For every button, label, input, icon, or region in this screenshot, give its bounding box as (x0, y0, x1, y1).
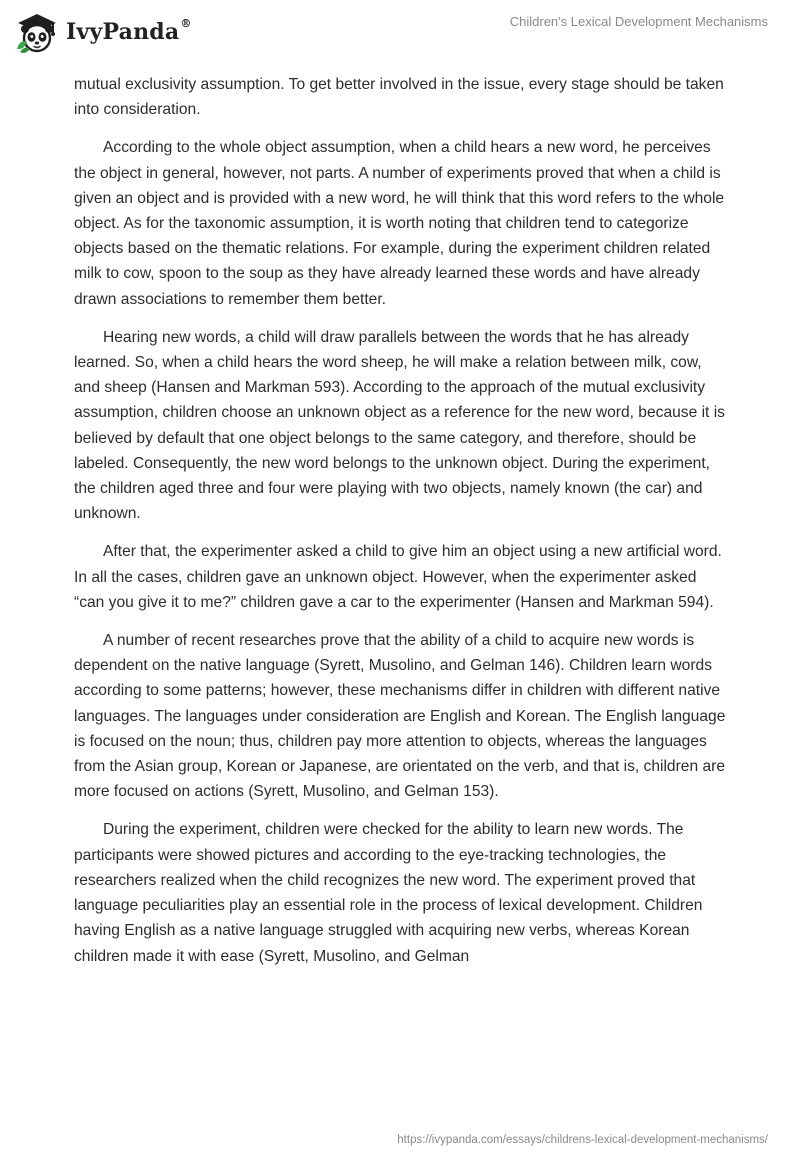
paragraph: Hearing new words, a child will draw parallels between the words that he has already learned. So, when a child hears the word sheep, he will make a relation between milk, cow, and sheep (Hansen and Markman 593). According to the approach of the mutual exclusivity assumption, children choose an unknown object as a reference for the new word, because it is believed by default that one object belongs to the same category, and therefore, should be labeled. Consequently, the new word belongs to the unknown object. During the experiment, the children aged three and four were playing with two objects, namely known (the car) and unknown. (74, 328, 725, 523)
paragraph: After that, the experimenter asked a child to give him an object using a new artificial word. In all the cases, children gave an unknown object. However, when the experimenter asked “can you give it to me?” children gave a car to the experimenter (Hansen and Markman 594). (74, 543, 722, 611)
paragraph: According to the whole object assumption, when a child hears a new word, he perceives the object in general, however, not parts. A number of experiments proved that when a child is given an object and is provided with a new word, he will think that this word refers to the whole object. As for the taxonomic assumption, it is worth noting that children tend to categorize objects based on the thematic relations. For example, during the experiment children related milk to cow, spoon to the soup as they have already learned these words and have already drawn associations to remember them better. (74, 139, 725, 308)
paragraph: A number of recent researches prove that the ability of a child to acquire new words is dependent on the native language (Syrett, Musolino, and Gelman 146). Children learn words according to some patterns; however, these mechanisms differ in children with different native languages. The languages under consideration are English and Korean. The English language is focused on the noun; thus, children pay more attention to objects, whereas the languages from the Asian group, Korean or Japanese, are orientated on the verb, and that is, children are more focused on actions (Syrett, Musolino, and Gelman 153). (74, 632, 726, 801)
paragraph: mutual exclusivity assumption. To get better involved in the issue, every stage should be taken into consideration. (74, 76, 724, 119)
page-header (0, 0, 800, 70)
document-title: Children's Lexical Development Mechanisms (509, 14, 768, 29)
paragraph: During the experiment, children were checked for the ability to learn new words. The participants were showed pictures and according to the eye-tracking technologies, the researchers realized when the child recognizes the new word. The experiment proved that language peculiarities play an essential role in the process of lexical development. Children having English as a native language struggled with acquiring new verbs, whereas Korean children made it with ease (Syrett, Musolino, and Gelman (74, 821, 703, 965)
panda-logo-icon (14, 9, 60, 55)
logo[interactable] (14, 8, 192, 56)
essay-body (74, 72, 726, 982)
footer-url[interactable]: https://ivypanda.com/essays/childrens-lexical-development-mechanisms/ (397, 1134, 768, 1146)
logo-text: IvyPanda® (66, 17, 192, 45)
